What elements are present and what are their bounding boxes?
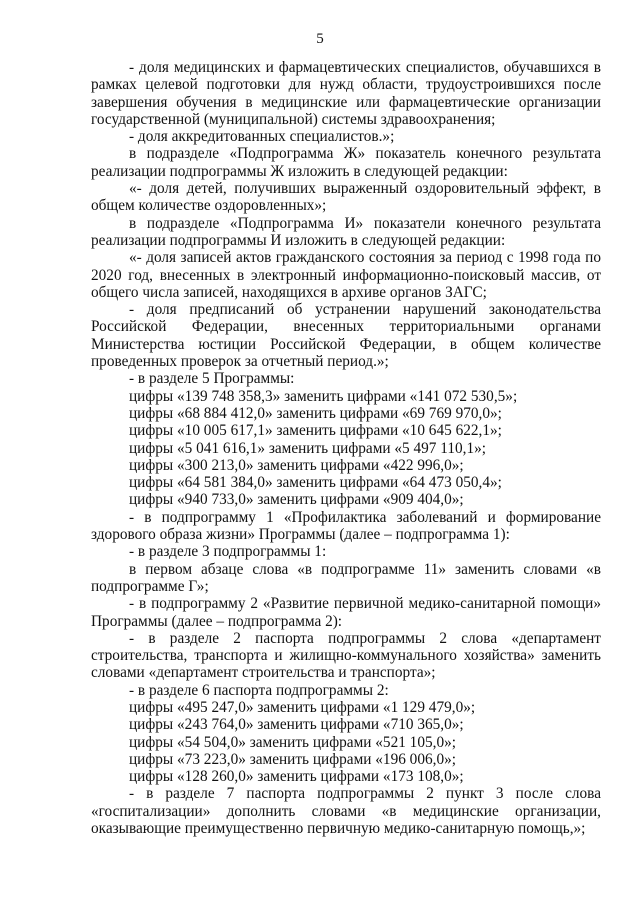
replacement-line: цифры «5 041 616,1» заменить цифрами «5 497 110,1»;	[129, 439, 487, 457]
paragraph: - в разделе 6 паспорта подпрограммы 2:	[129, 681, 389, 699]
paragraph: - в подпрограмму 2 «Развитие первичной медико-санитарной помощи» Программы (далее – подпрограмма 2):	[91, 595, 601, 630]
paragraph: - в разделе 7 паспорта подпрограммы 2 пункт 3 после слова «госпитализации» дополнить словами «в медицинские организации, оказывающие преимущественно первичную медико-санитарную помощь,»;	[91, 785, 601, 838]
paragraph: в первом абзаце слова «в подпрограмме 11» заменить словами «в подпрограмме Г»;	[91, 560, 601, 595]
paragraph: - доля аккредитованных специалистов.»;	[129, 128, 395, 146]
paragraph: - доля медицинских и фармацевтических специалистов, обучавшихся в рамках целевой подготовки для нужд области, трудоустроившихся после завершения обучения в медицинские или фармацевтические организации государственной (муниципальной) системы здравоохранения;	[91, 59, 601, 128]
paragraph: - в разделе 3 подпрограммы 1:	[129, 543, 327, 561]
paragraph: «- доля детей, получивших выраженный оздоровительный эффект, в общем количестве оздоровленных»;	[91, 180, 601, 215]
document-body	[91, 59, 601, 837]
paragraph: «- доля записей актов гражданского состояния за период с 1998 года по 2020 год, внесенных в электронный информационно-поисковый массив, от общего числа записей, находящихся в архиве органов ЗАГС;	[91, 249, 601, 301]
replacement-line: цифры «68 884 412,0» заменить цифрами «69 769 970,0»;	[129, 404, 502, 422]
replacement-line: цифры «139 748 358,3» заменить цифрами «141 072 530,5»;	[129, 387, 518, 405]
paragraph: - доля предписаний об устранении нарушений законодательства Российской Федерации, внесенных территориальными органами Министерства юстиции Российской Федерации, в общем количестве проведенных проверок за отчетный период.»;	[91, 301, 601, 371]
replacement-line: цифры «243 764,0» заменить цифрами «710 365,0»;	[129, 716, 464, 734]
replacement-line: цифры «54 504,0» заменить цифрами «521 105,0»;	[129, 733, 457, 751]
replacement-line: цифры «495 247,0» заменить цифрами «1 129 479,0»;	[129, 698, 476, 716]
paragraph: - в разделе 2 паспорта подпрограммы 2 слова «департамент строительства, транспорта и жилищно-коммунального хозяйства» заменить словами «департамент строительства и транспорта»;	[91, 629, 601, 682]
replacement-line: цифры «73 223,0» заменить цифрами «196 006,0»;	[129, 750, 457, 768]
paragraph: в подразделе «Подпрограмма И» показатели конечного результата реализации подпрограммы И изложить в следующей редакции:	[91, 214, 601, 249]
paragraph: в подразделе «Подпрограмма Ж» показатель конечного результата реализации подпрограммы Ж изложить в следующей редакции:	[91, 145, 601, 180]
paragraph: - в подпрограмму 1 «Профилактика заболеваний и формирование здорового образа жизни» Программы (далее – подпрограмма 1):	[91, 508, 601, 544]
replacement-line: цифры «940 733,0» заменить цифрами «909 404,0»;	[129, 491, 464, 509]
replacement-line: цифры «10 005 617,1» заменить цифрами «10 645 622,1»;	[129, 422, 502, 440]
replacement-line: цифры «128 260,0» заменить цифрами «173 108,0»;	[129, 768, 464, 786]
paragraph: - в разделе 5 Программы:	[129, 370, 295, 388]
replacement-line: цифры «300 213,0» заменить цифрами «422 996,0»;	[129, 456, 464, 474]
page-number: 5	[316, 31, 324, 47]
replacement-line: цифры «64 581 384,0» заменить цифрами «64 473 050,4»;	[129, 474, 502, 492]
